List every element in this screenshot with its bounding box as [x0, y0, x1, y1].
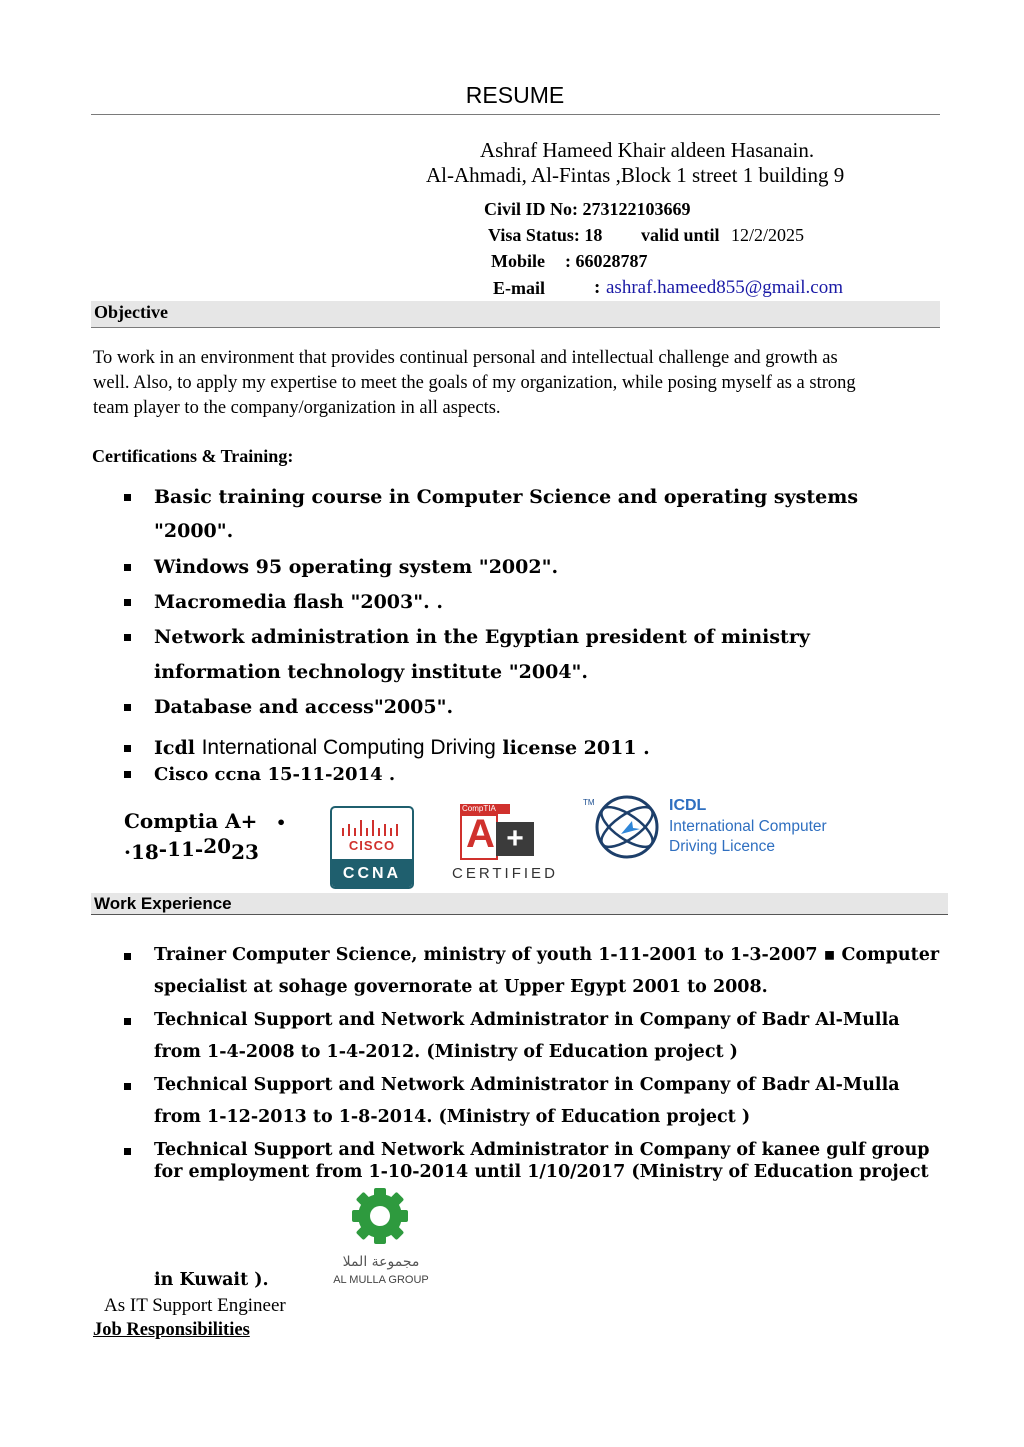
- icdl-middle: International Computing Driving: [201, 736, 496, 759]
- bullet-icon: [124, 953, 131, 960]
- work-item-continuation: specialist at sohage governorate at Upper Egypt 2001 to 2008.: [154, 977, 768, 997]
- bullet-icon: [124, 771, 131, 778]
- comptia-date-year: 23: [231, 840, 259, 864]
- bullet-icon: [124, 564, 131, 571]
- work-item-continuation: for employment from 1-10-2014 until 1/10/2017 (Ministry of Education project: [154, 1162, 929, 1182]
- work-item-continuation: in Kuwait ).: [154, 1270, 269, 1290]
- cert-item: Database and access"2005".: [154, 696, 454, 718]
- work-item-continuation: from 1-4-2008 to 1-4-2012. (Ministry of Education project ): [154, 1042, 738, 1062]
- objective-line-2: well. Also, to apply my expertise to meet the goals of my organization, while posing myself as a strong: [93, 373, 856, 393]
- email-colon: :: [594, 277, 601, 298]
- icdl-logo: [580, 796, 830, 868]
- title-divider: [91, 114, 940, 115]
- al-mulla-emblem-icon: [352, 1186, 408, 1246]
- al-mulla-english: AL MULLA GROUP: [333, 1274, 429, 1286]
- cisco-wordmark: CISCO: [348, 838, 396, 853]
- civil-id: Civil ID No: 273122103669: [484, 199, 691, 219]
- comptia-line-1: Comptia A+: [124, 809, 258, 833]
- comptia-certified-label: CERTIFIED: [452, 865, 558, 882]
- icdl-line-2: Driving Licence: [669, 838, 775, 855]
- bullet-icon: [124, 494, 131, 501]
- comptia-plus-box: +: [496, 822, 534, 856]
- email-link[interactable]: ashraf.hameed855@gmail.com: [606, 277, 843, 298]
- comptia-date-day: ·18: [124, 840, 159, 864]
- comptia-a-letter: A: [466, 812, 495, 856]
- visa-valid-label: valid until: [641, 225, 720, 245]
- icdl-globe-icon: [594, 790, 662, 862]
- objective-section-bar: [91, 301, 940, 328]
- comptia-date-century: 20: [203, 834, 232, 858]
- bullet-icon: [124, 1148, 131, 1155]
- comptia-dot: •: [276, 813, 287, 832]
- icdl-title: ICDL: [669, 797, 707, 814]
- al-mulla-arabic: مجموعة الملا: [342, 1254, 420, 1270]
- icdl-tm: TM: [583, 798, 595, 807]
- comptia-line-2: [124, 834, 259, 864]
- al-mulla-logo: [326, 1186, 436, 1290]
- bullet-icon: [124, 745, 131, 752]
- work-item: Technical Support and Network Administrator in Company of Badr Al-Mulla: [154, 1010, 900, 1030]
- page-title: RESUME: [465, 82, 565, 108]
- applicant-name: Ashraf Hameed Khair aldeen Hasanain.: [480, 138, 815, 162]
- work-item: Trainer Computer Science, ministry of youth 1-11-2001 to 1-3-2007 ▪ Computer: [154, 945, 940, 965]
- email-label: E-mail: [493, 278, 545, 298]
- visa-status: Visa Status: 18: [488, 225, 603, 245]
- icdl-line-1: International Computer: [669, 818, 827, 835]
- icdl-suffix: license 2011 .: [502, 737, 650, 759]
- objective-heading: Objective: [94, 302, 168, 322]
- cert-item-continuation: "2000".: [154, 520, 234, 542]
- comptia-date-month: -11-: [158, 837, 204, 861]
- objective-line-3: team player to the company/organization in all aspects.: [93, 398, 501, 418]
- cert-item: Windows 95 operating system "2002".: [154, 556, 559, 578]
- cert-item-icdl: [154, 736, 650, 760]
- bullet-icon: [124, 599, 131, 606]
- cisco-ccna-logo: [330, 806, 414, 889]
- job-role: As IT Support Engineer: [104, 1295, 286, 1316]
- mobile-label: Mobile: [491, 251, 545, 271]
- mobile-value: : 66028787: [565, 251, 648, 271]
- cert-item-cisco: Cisco ccna 15-11-2014 .: [154, 764, 396, 785]
- work-item: Technical Support and Network Administrator in Company of kanee gulf group: [154, 1140, 930, 1160]
- objective-line-1: To work in an environment that provides continual personal and intellectual challenge and growth as: [93, 348, 838, 368]
- job-responsibilities-heading: Job Responsibilities: [93, 1320, 250, 1340]
- cert-item: Basic training course in Computer Science and operating systems: [154, 486, 859, 508]
- applicant-address: Al-Ahmadi, Al-Fintas ,Block 1 street 1 building 9: [426, 163, 845, 187]
- work-item-continuation: from 1-12-2013 to 1-8-2014. (Ministry of Education project ): [154, 1107, 751, 1127]
- comptia-small-label: CompTIA: [460, 804, 510, 814]
- certifications-heading: Certifications & Training:: [92, 446, 294, 466]
- work-heading: Work Experience: [94, 894, 232, 913]
- bullet-icon: [124, 1018, 131, 1025]
- comptia-aplus-logo: [452, 804, 558, 884]
- cert-item-continuation: information technology institute "2004".: [154, 661, 589, 683]
- bullet-icon: [124, 1083, 131, 1090]
- visa-valid-date: 12/2/2025: [731, 225, 805, 245]
- bullet-icon: [124, 704, 131, 711]
- ccna-label: CCNA: [342, 865, 402, 882]
- work-item: Technical Support and Network Administrator in Company of Badr Al-Mulla: [154, 1075, 900, 1095]
- cert-item: Network administration in the Egyptian president of ministry: [154, 626, 810, 648]
- bullet-icon: [124, 634, 131, 641]
- cert-item: Macromedia flash "2003". .: [154, 591, 443, 613]
- icdl-prefix: Icdl: [154, 737, 195, 759]
